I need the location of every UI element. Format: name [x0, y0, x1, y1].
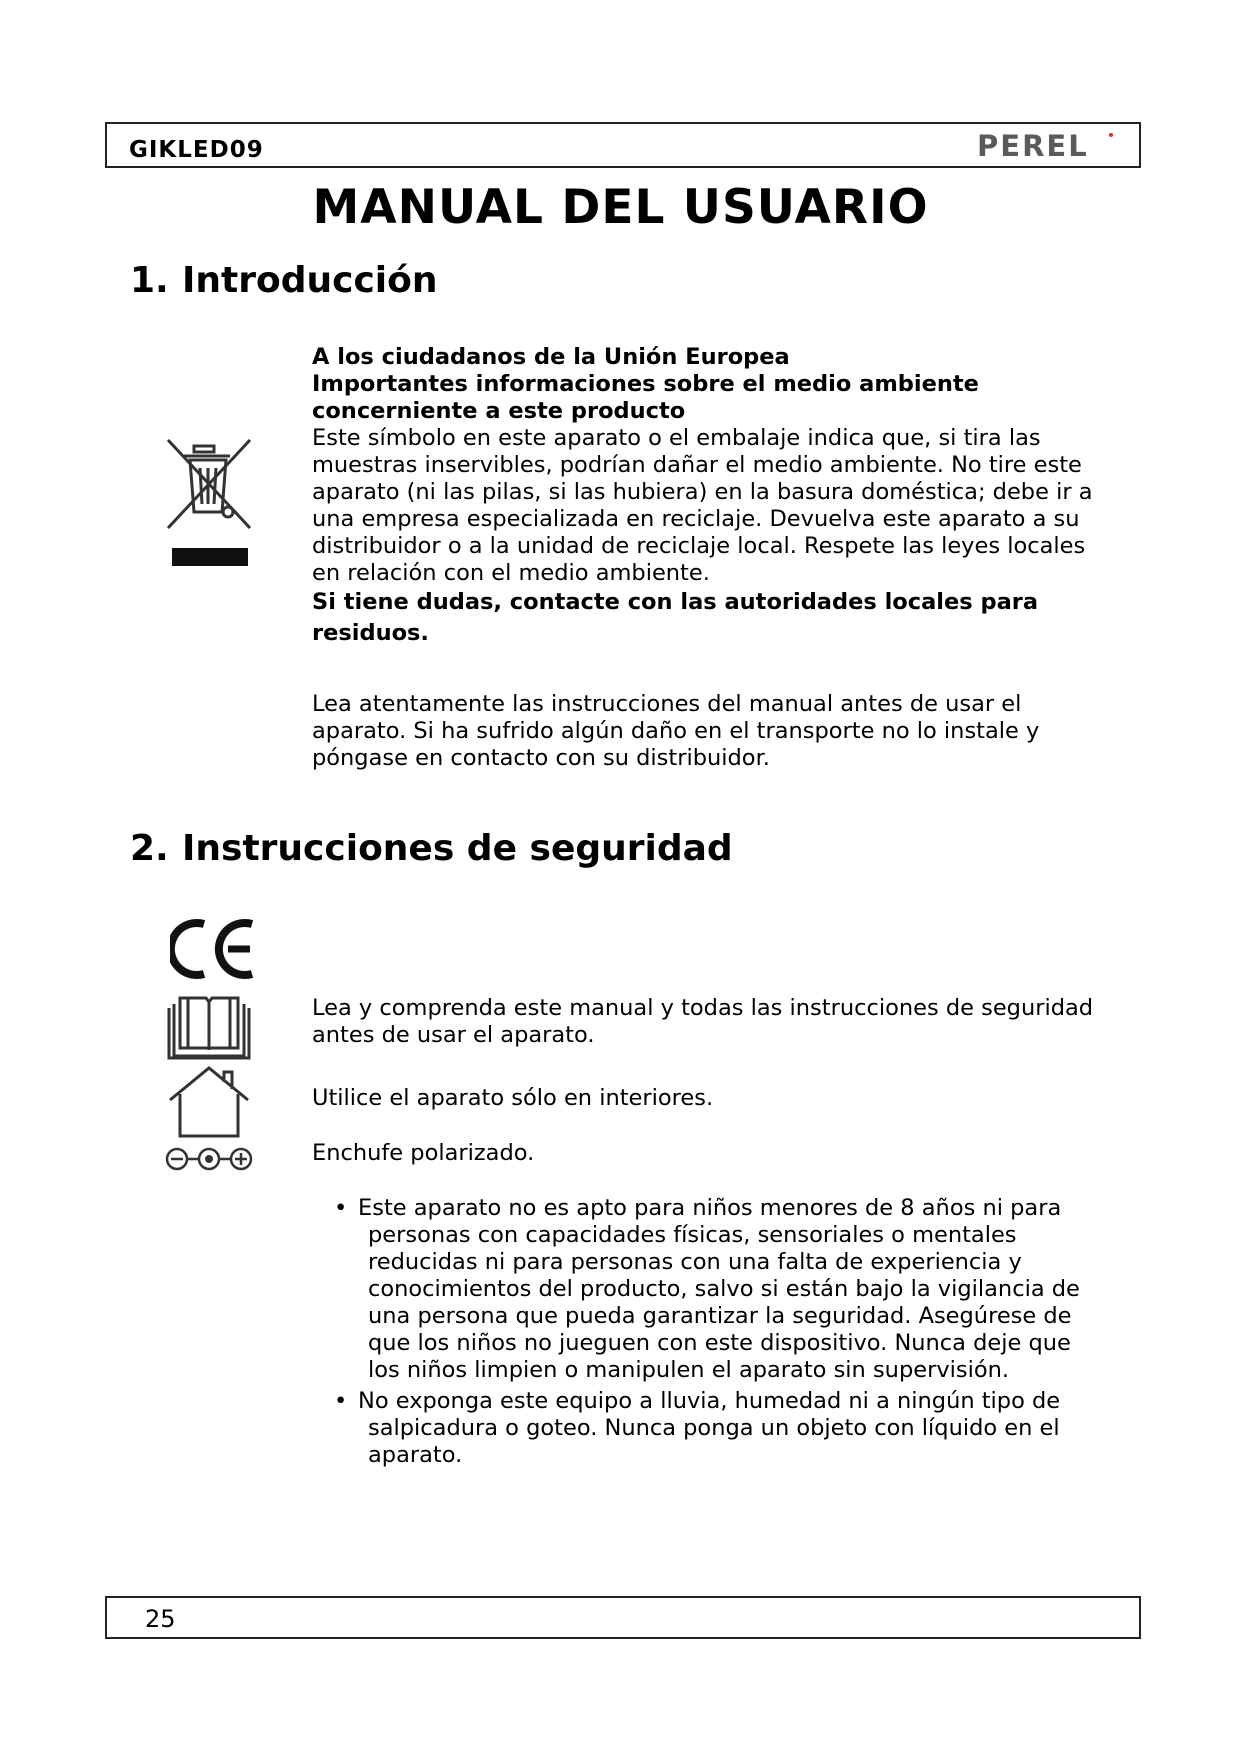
read-manual-book-icon: [166, 990, 252, 1060]
section-number: 1.: [130, 260, 169, 301]
eu-disposal-block: [312, 344, 1112, 649]
eu-heading: A los ciudadanos de la Unión Europea: [312, 344, 790, 370]
perel-logo: [977, 130, 1117, 162]
bullet: •: [334, 1195, 348, 1221]
svg-text:PEREL: PEREL: [977, 130, 1089, 162]
eu-body-text: Este símbolo en este aparato o el embalaje indica que, si tira las muestras inservibles, podrían dañar el medio ambiente. No tire este aparato (ni las pilas, si las hubiera) en la basura doméstica; debe ir a una empresa especializada en reciclaje. Devuelva este aparato a su distribuidor o a la unidad de reciclaje local. Respete las leyes locales en relación con el medio ambiente.: [312, 425, 1093, 586]
ce-mark-icon: [170, 916, 256, 982]
section-2-heading: [130, 828, 733, 869]
bullet-text: No exponga este equipo a lluvia, humedad ni a ningún tipo de salpicadura o goteo. Nunca ponga un objeto con líquido en el aparato.: [358, 1388, 1061, 1468]
section-title: Introducción: [182, 260, 438, 301]
read-instructions-text: Lea atentamente las instrucciones del manual antes de usar el aparato. Si ha sufrido algún daño en el transporte no lo instale y póngase en contacto con su distribuidor.: [312, 691, 1040, 771]
model-code: GIKLED09: [129, 137, 264, 163]
bullet-text: Este aparato no es apto para niños menores de 8 años ni para personas con capacidades físicas, sensoriales o mentales reducidas ni para personas con una falta de experiencia y conocimientos del producto, salvo si están bajo la vigilancia de una persona que pueda garantizar la seguridad. Asegúrese de que los niños no jueguen con este dispositivo. Nunca deje que los niños limpien o manipulen el aparato sin supervisión.: [358, 1195, 1080, 1383]
indoor-text: Utilice el aparato sólo en interiores.: [312, 1085, 714, 1111]
bullet: •: [334, 1388, 348, 1414]
list-item: [312, 1388, 1102, 1469]
safety-bullet-list: [312, 1195, 1102, 1473]
section-1-heading: [130, 260, 438, 301]
page-footer: [105, 1596, 1141, 1639]
eu-bold-note: Si tiene dudas, contacte con las autoridades locales para residuos.: [312, 589, 1039, 646]
section-number: 2.: [130, 828, 169, 869]
section-title: Instrucciones de seguridad: [182, 828, 733, 869]
book-text: Lea y comprenda este manual y todas las instrucciones de seguridad antes de usar el aparato.: [312, 995, 1094, 1048]
page-header: [105, 122, 1141, 168]
list-item: [312, 1195, 1102, 1384]
weee-bin-icon: [164, 436, 256, 570]
page-number: 25: [145, 1605, 176, 1633]
eu-subheading: Importantes informaciones sobre el medio ambiente concerniente a este producto: [312, 371, 979, 424]
page-title: MANUAL DEL USUARIO: [312, 180, 929, 235]
polarity-symbol-icon: [164, 1144, 254, 1174]
polarity-text: Enchufe polarizado.: [312, 1140, 535, 1166]
indoor-house-icon: [166, 1064, 252, 1140]
